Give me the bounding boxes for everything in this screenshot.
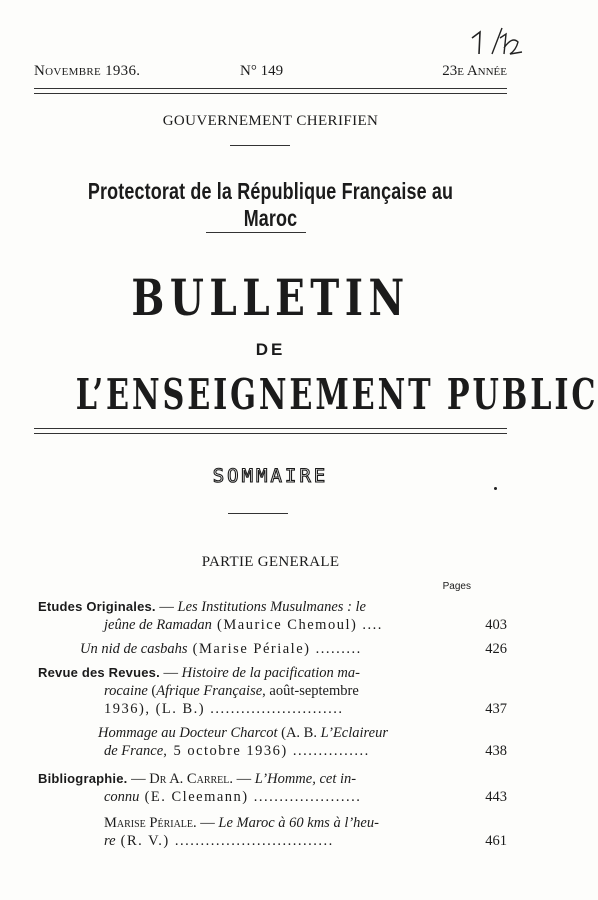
masthead bbox=[34, 63, 507, 85]
issue-year: 23e Année bbox=[442, 63, 507, 79]
issue-number: N° 149 bbox=[240, 63, 284, 79]
toc-entry: Un nid de casbahs (Marise Périale) ......... 426 bbox=[80, 641, 507, 657]
divider bbox=[206, 232, 306, 233]
toc-entry: 1936), (L. B.) .......................... 437 bbox=[104, 701, 507, 717]
page-number: 403 bbox=[485, 617, 507, 633]
toc-entry: Revue des Revues. — Histoire de la pacification ma- bbox=[38, 665, 360, 681]
page-number: 437 bbox=[485, 701, 507, 717]
divider bbox=[230, 145, 290, 146]
issue-date: Novembre 1936. bbox=[34, 63, 141, 79]
title-subtitle: L’ENSEIGNEMENT PUBLIC bbox=[75, 370, 598, 419]
page-number: 461 bbox=[485, 833, 507, 849]
toc-entry: Bibliographie. — Dr A. Carrel. — L’Homme, cet in- bbox=[38, 771, 357, 787]
toc-entry: Hommage au Docteur Charcot (A. B. L’Eclaireur bbox=[98, 725, 388, 741]
handwritten-note bbox=[466, 24, 526, 60]
protectorate-line: Protectorat de la République Française au Maroc bbox=[87, 178, 454, 231]
divider bbox=[228, 513, 288, 514]
title-de: DE bbox=[255, 340, 286, 359]
toc-entry: jeûne de Ramadan (Maurice Chemoul) .... 403 bbox=[104, 617, 507, 633]
page-number: 438 bbox=[485, 743, 507, 759]
bulletin-title: BULLETIN bbox=[131, 268, 410, 327]
sommaire-heading: SOMMAIRE bbox=[212, 465, 329, 487]
pages-column-label: Pages bbox=[442, 581, 471, 592]
toc-entry: Etudes Originales. — Les Institutions Musulmanes : le bbox=[38, 599, 366, 615]
title-rule bbox=[34, 428, 507, 434]
page-number: 426 bbox=[485, 641, 507, 657]
section-label: Bibliographie. bbox=[38, 771, 128, 786]
toc-entry: Marise Périale. — Le Maroc à 60 kms à l’heu- bbox=[104, 815, 379, 831]
toc-entry: de France, 5 octobre 1936) ............... 438 bbox=[104, 743, 507, 759]
government-line: GOUVERNEMENT CHERIFIEN bbox=[162, 113, 379, 129]
toc-entry: connu (E. Cleemann) ..................... 443 bbox=[104, 789, 507, 805]
page-number: 443 bbox=[485, 789, 507, 805]
ink-speck bbox=[494, 487, 497, 490]
section-label: Revue des Revues. bbox=[38, 665, 160, 680]
toc-entry: rocaine (Afrique Française, août-septembre bbox=[104, 683, 359, 699]
toc-entry: re (R. V.) ............................... 461 bbox=[104, 833, 507, 849]
masthead-rule bbox=[34, 88, 507, 94]
partie-heading: PARTIE GENERALE bbox=[201, 554, 340, 570]
toc bbox=[38, 598, 507, 850]
section-label: Etudes Originales. bbox=[38, 599, 156, 614]
